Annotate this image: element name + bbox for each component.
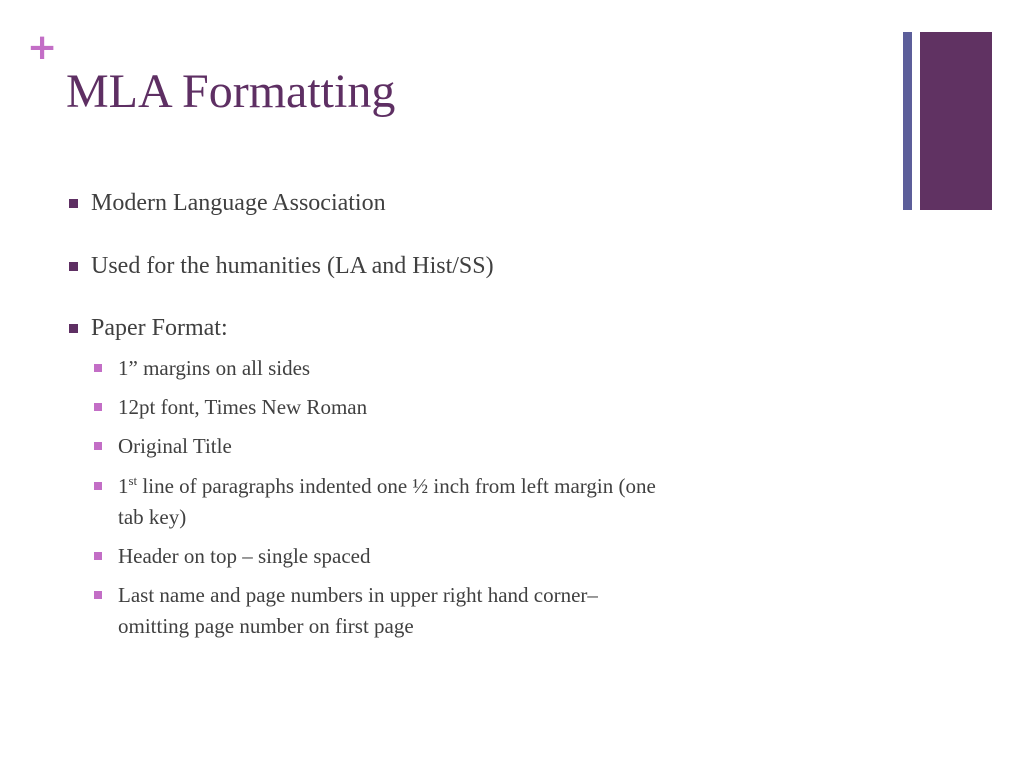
sub-bullet-line-2: omitting page number on first page — [118, 614, 414, 638]
sub-bullet-text: Header on top – single spaced — [118, 544, 371, 568]
square-bullet-icon — [94, 482, 102, 490]
sub-bullet-font — [118, 392, 367, 423]
sub-bullet-indent — [118, 471, 656, 533]
sub-bullet-title — [118, 431, 232, 462]
sub-bullet-margins — [118, 353, 310, 384]
sub-bullet-text: Original Title — [118, 434, 232, 458]
square-bullet-icon — [94, 591, 102, 599]
square-bullet-icon — [94, 364, 102, 372]
sub-bullet-header — [118, 541, 371, 572]
sub-bullet-line-1: Last name and page numbers in upper right hand corner– — [118, 583, 598, 607]
plus-logo-icon: + — [27, 27, 58, 68]
ordinal-number: 1 — [118, 474, 129, 498]
sub-bullet-text: line of paragraphs indented one ½ inch from left margin (one — [137, 474, 656, 498]
bullet-item-paper-format — [91, 313, 228, 343]
square-bullet-icon — [69, 324, 78, 333]
sub-bullet-text: 12pt font, Times New Roman — [118, 395, 368, 419]
ordinal-suffix: st — [128, 473, 138, 488]
square-bullet-icon — [94, 403, 102, 411]
sub-bullet-last-name — [118, 580, 598, 642]
square-bullet-icon — [94, 552, 102, 560]
sub-bullet-text: 1” margins on all sides — [118, 356, 311, 380]
bullet-text: Paper Format: — [91, 315, 228, 341]
sub-bullet-line-1 — [118, 471, 656, 502]
accent-bar-thin — [903, 32, 912, 210]
bullet-item-mla — [91, 188, 386, 218]
bullet-text: Modern Language Association — [91, 190, 386, 216]
accent-bar-wide — [920, 32, 992, 210]
square-bullet-icon — [94, 442, 102, 450]
square-bullet-icon — [69, 262, 78, 271]
square-bullet-icon — [69, 199, 78, 208]
bullet-item-humanities — [91, 251, 494, 281]
slide-title: MLA Formatting — [66, 65, 396, 118]
sub-bullet-line-2: tab key) — [118, 505, 187, 529]
bullet-text: Used for the humanities (LA and Hist/SS) — [91, 253, 494, 279]
